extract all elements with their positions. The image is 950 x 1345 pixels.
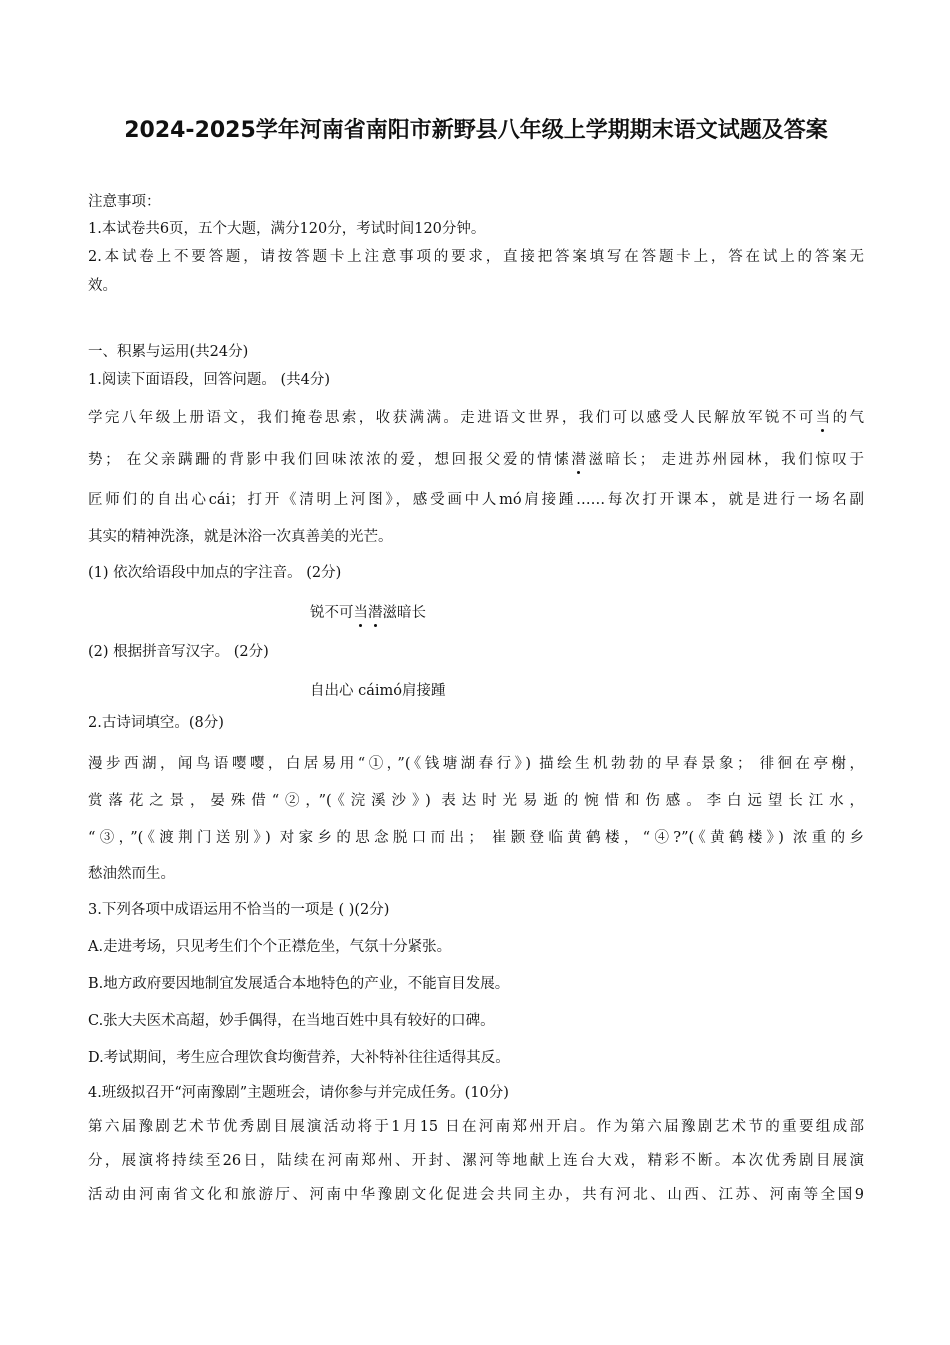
page-title: 2024-2025学年河南省南阳市新野县八年级上学期期末语文试题及答案	[124, 118, 828, 143]
question-3-option-c: C.张大夫医术高超，妙手偶得，在当地百姓中具有较好的口碑。	[88, 1013, 495, 1029]
question-4-line-1: 第六届豫剧艺术节优秀剧目展演活动将于1月15 日在河南郑州开启。作为第六届豫剧艺术节的重要组成部	[88, 1119, 864, 1135]
passage-text: 的气	[830, 410, 865, 426]
section-1-heading: 一、积累与运用(共24分)	[88, 344, 249, 360]
question-4-line-2: 分，展演将持续至26日，陆续在河南郑州、开封、漯河等地献上连台大戏，精彩不断。本次优秀剧目展演	[88, 1153, 864, 1169]
question-1-passage-line-2	[88, 450, 864, 470]
question-3-option-a: A.走进考场，只见考生们个个正襟危坐，气氛十分紧张。	[88, 939, 452, 955]
dotted-character: 潜	[571, 452, 586, 468]
notice-item-2-line-1: 2.本试卷上不要答题，请按答题卡上注意事项的要求，直接把答案填写在答题卡上，答在试上的答案无	[88, 249, 864, 265]
notice-item-1: 1.本试卷共6页，五个大题，满分120分，考试时间120分钟。	[88, 221, 486, 237]
question-4-line-3: 活动由河南省文化和旅游厅、河南中华豫剧文化促进会共同主办，共有河北、山西、江苏、河南等全国9	[88, 1187, 864, 1203]
question-3-option-b: B.地方政府要因地制宜发展适合本地特色的产业，不能盲目发展。	[88, 976, 510, 992]
question-1-stem: 1.阅读下面语段，回答问题。 (共4分)	[88, 372, 330, 388]
word-text: 滋暗长	[382, 605, 426, 621]
question-2-stem: 2.古诗词填空。(8分)	[88, 715, 224, 731]
question-3-option-d: D.考试期间，考生应合理饮食均衡营养，大补特补往往适得其反。	[88, 1050, 510, 1066]
question-2-line-4: 愁油然而生。	[88, 866, 175, 882]
notice-item-2-line-2: 效。	[88, 278, 117, 294]
dotted-character: 当	[353, 605, 368, 621]
question-1-passage-line-1	[88, 408, 864, 428]
word-text: 锐不可	[310, 605, 354, 621]
passage-text: 滋暗长； 走进苏州园林，我们惊叹于	[585, 452, 865, 468]
question-4-stem: 4.班级拟召开“河南豫剧”主题班会，请你参与并完成任务。(10分)	[88, 1085, 509, 1101]
dotted-character: 当	[815, 410, 831, 426]
question-3-stem: 3.下列各项中成语运用不恰当的一项是 ( )(2分)	[88, 902, 390, 918]
question-1-sub-2: (2) 根据拼音写汉字。 (2分)	[88, 644, 269, 660]
question-1-sub-1-words	[310, 603, 426, 623]
question-2-line-3: “③，”(《渡荆门送别》) 对家乡的思念脱口而出； 崔颢登临黄鹤楼，“④?”(《黄鹤楼》) 浓重的乡	[88, 830, 864, 846]
question-2-line-2: 赏落花之景，晏殊借“②，”(《浣溪沙》) 表达时光易逝的惋惜和伤感。李白远望长江水，	[88, 793, 864, 809]
question-1-passage-line-3: 匠师们的自出心cái；打开《清明上河图》，感受画中人mó肩接踵……每次打开课本，就是进行一场名副	[88, 492, 864, 508]
passage-text: 势； 在父亲蹒跚的背影中我们回味浓浓的爱，想回报父爱的情愫	[88, 452, 572, 468]
question-1-sub-1: (1) 依次给语段中加点的字注音。 (2分)	[88, 565, 342, 581]
question-1-passage-line-4: 其实的精神洗涤，就是沐浴一次真善美的光芒。	[88, 529, 393, 545]
dotted-character: 潜	[368, 605, 383, 621]
passage-text: 学完八年级上册语文，我们掩卷思索，收获满满。走进语文世界，我们可以感受人民解放军锐不可	[88, 410, 816, 426]
question-2-line-1: 漫步西湖，闻鸟语嘤嘤，白居易用“①，”(《钱塘湖春行》) 描绘生机勃勃的早春景象； 徘徊在亭榭，	[88, 756, 864, 772]
question-1-sub-2-words: 自出心 cáimó肩接踵	[310, 683, 446, 699]
notice-heading: 注意事项：	[88, 194, 161, 210]
